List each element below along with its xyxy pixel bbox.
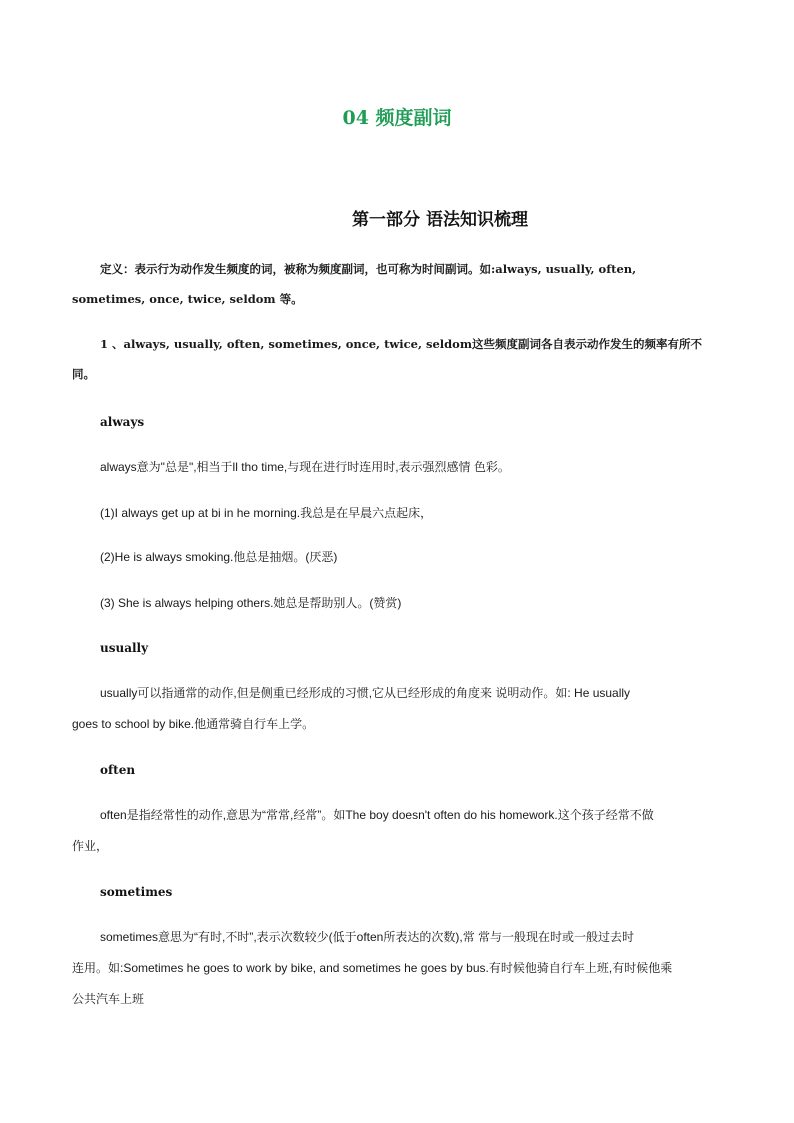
usually-line-1: usually可以指通常的动作,但是侧重已经形成的习惯,它从已经形成的角度来 说明动作。如: He usually <box>100 686 631 700</box>
sometimes-line-1: sometimes意思为“有时,不时”,表示次数较少(低于often所表达的次数),常 常与一般现在时或一般过去时 <box>100 930 635 944</box>
usually-line-2: goes to school by bike.他通常骑自行车上学。 <box>72 717 315 731</box>
document-title: 04 频度副词 <box>342 107 452 129</box>
definition-line-2: sometimes, once, twice, seldom 等。 <box>72 292 303 306</box>
section-title: 第一部分 语法知识梳理 <box>352 210 528 230</box>
sometimes-line-3: 公共汽车上班 <box>72 992 145 1006</box>
often-line-2: 作业， <box>72 839 109 853</box>
often-heading: often <box>100 763 136 777</box>
usually-heading: usually <box>100 641 149 655</box>
sometimes-heading: sometimes <box>100 885 173 899</box>
often-line-1: often是指经常性的动作,意思为“常常,经常”。如The boy doesn't often do his homework.这个孩子经常不做 <box>100 808 654 822</box>
always-example-1: (1)I always get up at bi in he morning.我总是在早晨六点起床， <box>100 506 433 520</box>
sometimes-line-2: 连用。如:Sometimes he goes to work by bike, and sometimes he goes by bus.有时候他骑自行车上班,有时候他乘 <box>72 961 673 975</box>
definition-line-1: 定义：表示行为动作发生频度的词，被称为频度副词，也可称为时间副词。如:always, usually, often, <box>100 262 637 276</box>
always-description: always意为"总是",相当于ll tho time,与现在进行时连用时,表示强烈感情 色彩。 <box>100 460 510 474</box>
always-example-2: (2)He is always smoking.他总是抽烟。(厌恶) <box>100 550 338 564</box>
point-1-line-1: 1 、always, usually, often, sometimes, once, twice, seldom这些频度副词各自表示动作发生的频率有所不 <box>100 337 703 351</box>
always-example-3: (3) She is always helping others.她总是帮助别人。(赞赏) <box>100 596 402 610</box>
point-1-line-2: 同。 <box>72 367 95 381</box>
always-heading: always <box>100 415 145 429</box>
